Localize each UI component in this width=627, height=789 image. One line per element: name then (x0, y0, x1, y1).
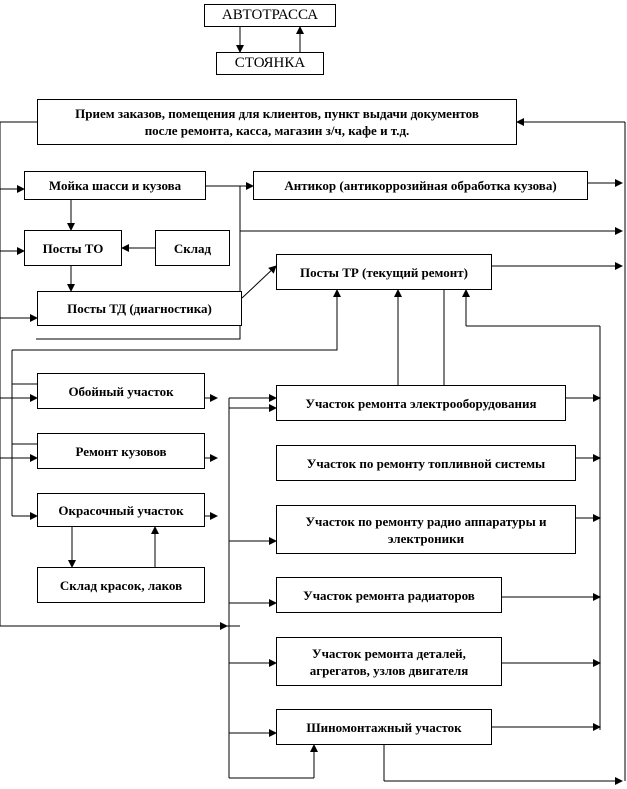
connector-arrow-14 (12, 384, 37, 398)
warehouse-box: Склад (155, 230, 230, 266)
body-repair-box: Ремонт кузовов (37, 433, 205, 469)
engine-parts-repair-box: Участок ремонта деталей, агрегатов, узлов двигателя (276, 637, 502, 686)
td-posts-box: Посты ТД (диагностика) (37, 291, 242, 326)
to-posts-box: Посты ТО (24, 230, 122, 266)
fuel-system-repair-box: Участок по ремонту топливной системы (276, 445, 576, 481)
radiator-repair-box: Участок ремонта радиаторов (276, 577, 502, 613)
radio-electronics-repair-box: Участок по ремонту радио аппаратуры и электроники (276, 505, 576, 554)
connector-arrow-6 (242, 266, 276, 298)
electrical-repair-box: Участок ремонта электрооборудования (276, 385, 566, 421)
upholstery-box: Обойный участок (37, 373, 205, 409)
washing-box: Мойка шасси и кузова (24, 171, 206, 200)
connector-arrow-16 (12, 444, 37, 458)
painting-box: Окрасочный участок (37, 493, 205, 527)
tire-fitting-box: Шиномонтажный участок (276, 709, 492, 745)
parking-box: СТОЯНКА (216, 52, 324, 75)
tr-posts-box: Посты ТР (текущий ремонт) (276, 254, 492, 290)
anticor-box: Антикор (антикоррозийная обработка кузова) (253, 171, 588, 200)
highway-box: АВТОТРАССА (204, 4, 336, 27)
paint-store-box: Склад красок, лаков (37, 567, 205, 603)
reception-box: Прием заказов, помещения для клиентов, пункт выдачи документов после ремонта, касса, магазин з/ч, кафе и т.д. (37, 99, 517, 145)
